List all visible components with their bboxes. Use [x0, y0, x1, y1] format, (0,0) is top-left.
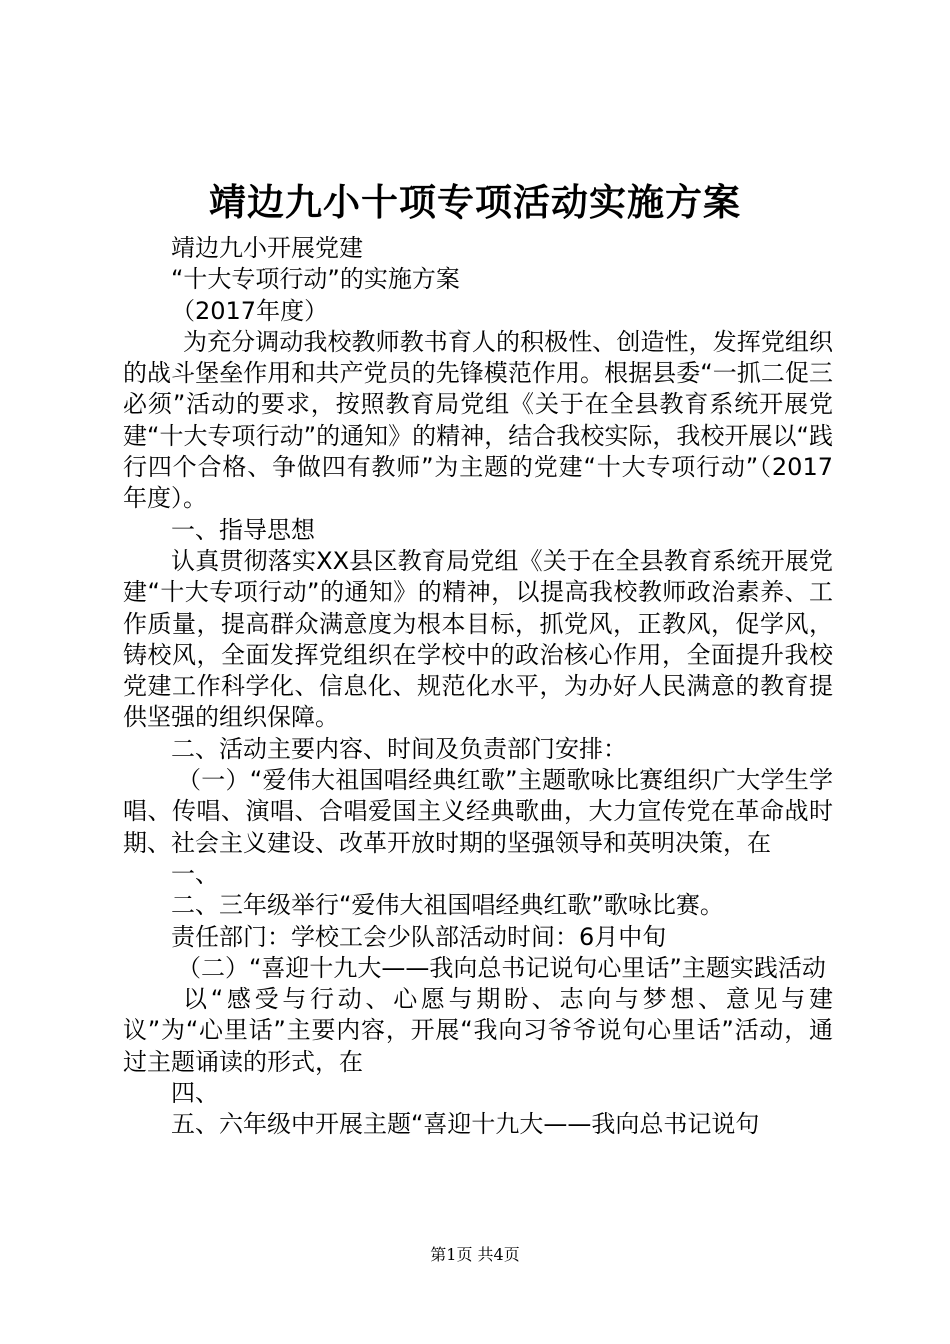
paragraph-activity-one: （一）“爱伟大祖国唱经典红歌”主题歌咏比赛组织广大学生学唱、传唱、演唱、合唱爱国主义经典歌曲，大力宣传党在革命战时期、社会主义建设、改革开放时期的坚强领导和英明决策，在 [123, 766, 833, 857]
paragraph-grade-one: 一、 [171, 859, 219, 888]
paragraph-year: （2017年度） [171, 296, 329, 325]
page-footer: 第1页 共4页 [430, 1245, 520, 1264]
paragraph-responsible-department: 责任部门：学校工会少队部活动时间：6月中旬 [171, 922, 667, 951]
paragraph-activity-two: （二）“喜迎十九大——我向总书记说句心里话”主题实践活动 [177, 953, 826, 982]
section-heading-guiding-ideology: 一、指导思想 [171, 515, 315, 544]
paragraph-grades-two-three: 二、三年级举行“爱伟大祖国唱经典红歌”歌咏比赛。 [171, 891, 724, 920]
paragraph-plan-heading: “十大专项行动”的实施方案 [171, 265, 460, 294]
paragraph-school-heading: 靖边九小开展党建 [171, 234, 363, 262]
section-heading-activities: 二、活动主要内容、时间及负责部门安排： [171, 734, 627, 763]
paragraph-guiding-ideology: 认真贯彻落实XX县区教育局党组《关于在全县教育系统开展党建“十大专项行动”的通知》的精神，以提高我校教师政治素养、工作质量，提高群众满意度为根本目标，抓党风，正教风，促学风，铸校风，全面发挥党组织在学校中的政治核心作用，全面提升我校党建工作科学化、信息化、规范化水平，为办好人民满意的教育提供坚强的组织保障。 [123, 546, 833, 732]
document-title: 靖边九小十项专项活动实施方案 [209, 180, 741, 224]
paragraph-activity-two-content: 以“感受与行动、心愿与期盼、志向与梦想、意见与建议”为“心里话”主要内容，开展“我向习爷爷说句心里话”活动，通过主题诵读的形式，在 [123, 985, 833, 1076]
paragraph-grade-four: 四、 [171, 1079, 219, 1108]
paragraph-grades-five-six: 五、六年级中开展主题“喜迎十九大——我向总书记说句 [171, 1110, 760, 1139]
document-body [123, 233, 833, 1141]
paragraph-intro: 为充分调动我校教师教书育人的积极性、创造性，发挥党组织的战斗堡垒作用和共产党员的先锋模范作用。根据县委“一抓二促三必须”活动的要求，按照教育局党组《关于在全县教育系统开展党建“十大专项行动”的通知》的精神，结合我校实际，我校开展以“践行四个合格、争做四有教师”为主题的党建“十大专项行动”（2017年度）。 [123, 327, 833, 513]
